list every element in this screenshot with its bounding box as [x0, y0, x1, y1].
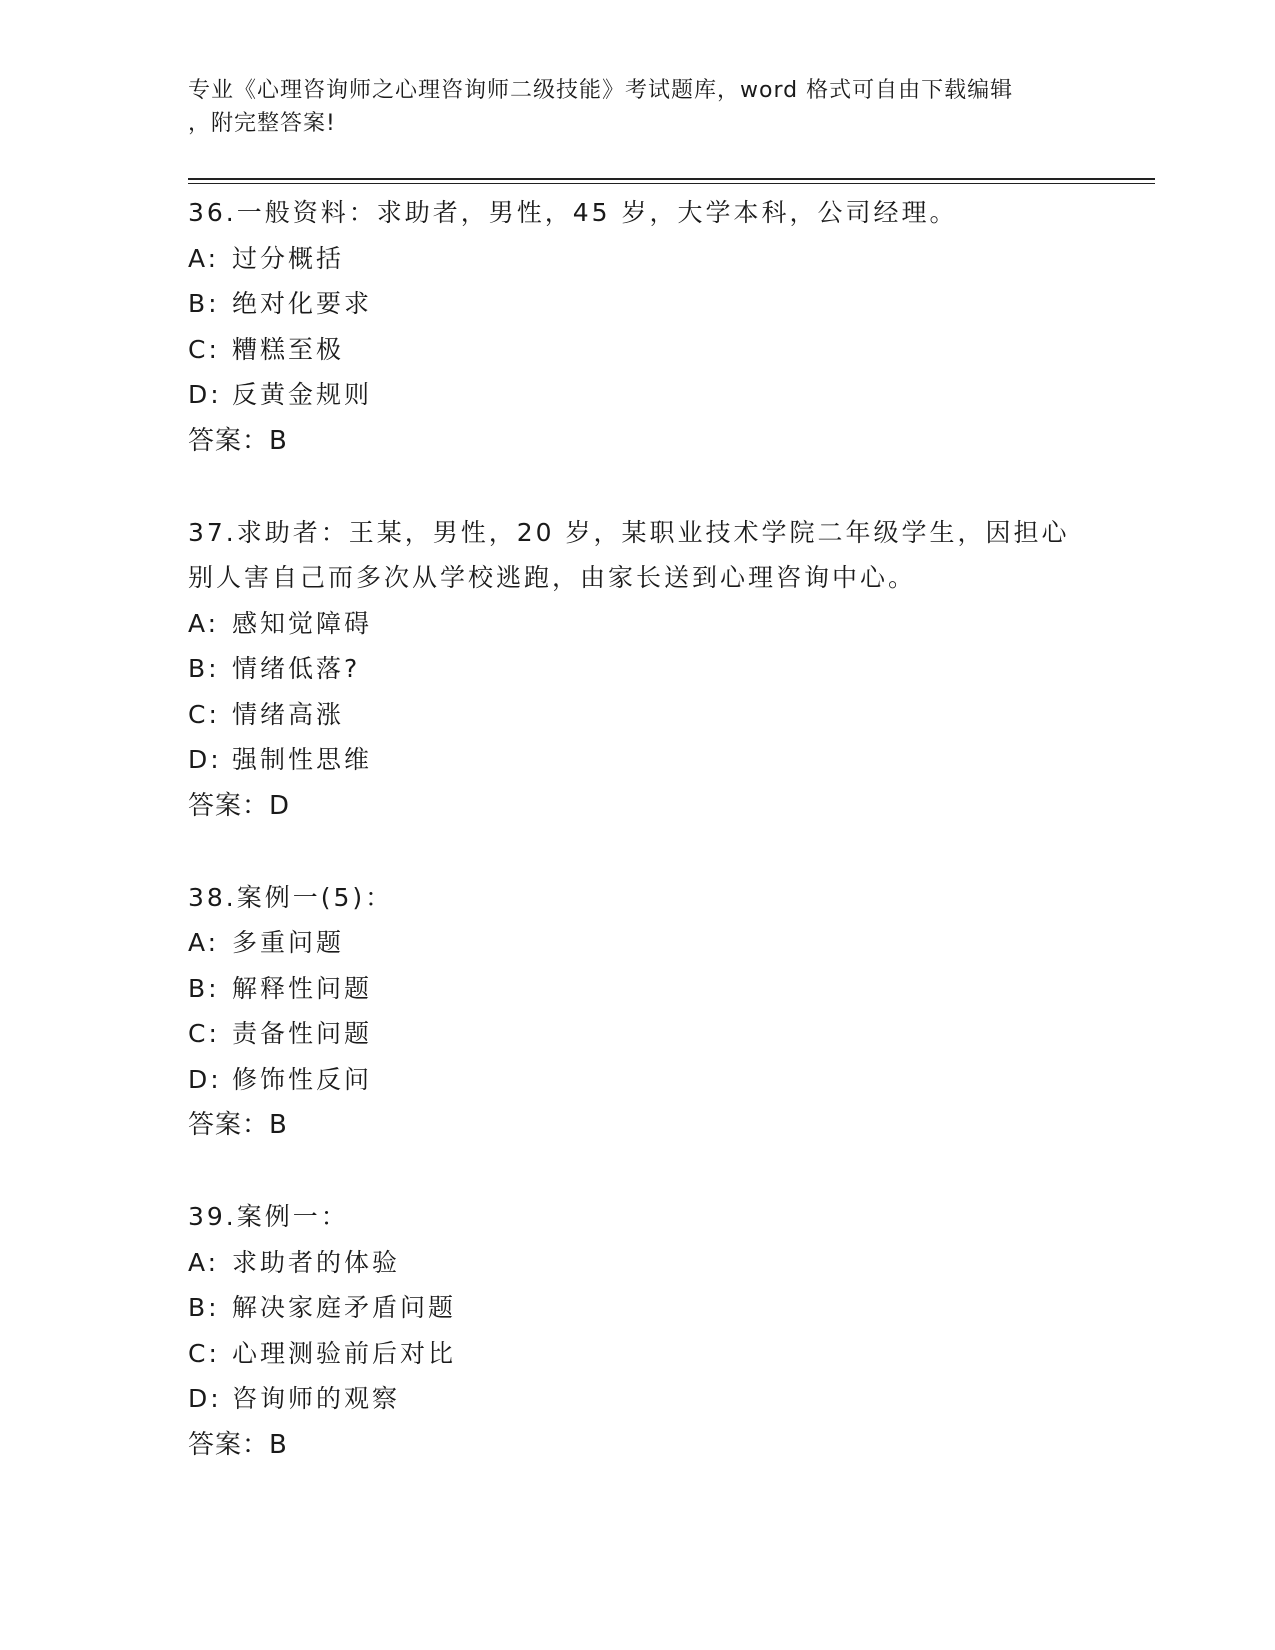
option-key: C: — [188, 1338, 220, 1368]
answer-line: 答案：B — [188, 1110, 288, 1140]
option-d — [188, 1376, 1088, 1422]
question-list — [188, 188, 1088, 1512]
option-key: D: — [188, 745, 222, 774]
option-b — [188, 646, 1088, 692]
option-a — [188, 1240, 1088, 1286]
question-stem-line: 38.案例一(5)： — [188, 882, 394, 912]
option-b — [188, 281, 1088, 327]
document-header — [188, 74, 1088, 140]
option-key: D: — [188, 1064, 222, 1094]
option-b — [188, 966, 1088, 1012]
option-text: 情绪高涨 — [232, 699, 345, 729]
question-stem — [188, 1192, 1088, 1240]
option-c — [188, 327, 1088, 373]
option-key: B: — [188, 289, 220, 318]
option-key: C: — [188, 699, 220, 729]
header-divider-thick — [188, 178, 1155, 180]
option-text: 绝对化要求 — [232, 289, 373, 318]
question-36 — [188, 188, 1088, 464]
question-stem — [188, 873, 1088, 921]
option-text: 情绪低落? — [232, 654, 361, 683]
option-key: D: — [188, 380, 222, 409]
question-stem — [188, 188, 1088, 236]
option-text: 求助者的体验 — [232, 1247, 401, 1277]
question-stem-line: 37.求助者：王某，男性，20 岁，某职业技术学院二年级学生，因担心 — [188, 517, 1070, 547]
question-37 — [188, 508, 1088, 829]
option-key: A: — [188, 243, 220, 273]
answer-line: 答案：B — [188, 1429, 288, 1460]
option-text: 心理测验前后对比 — [232, 1338, 457, 1368]
option-key: C: — [188, 334, 220, 364]
option-text: 责备性问题 — [232, 1019, 373, 1048]
header-line-1: 专业《心理咨询师之心理咨询师二级技能》考试题库，word 格式可自由下载编辑 — [188, 78, 1014, 103]
option-c — [188, 692, 1088, 738]
question-stem — [188, 508, 1088, 601]
option-text: 强制性思维 — [232, 745, 373, 774]
question-stem-line: 别人害自己而多次从学校逃跑，由家长送到心理咨询中心。 — [188, 563, 917, 592]
option-key: A: — [188, 1247, 220, 1277]
option-text: 过分概括 — [232, 243, 345, 273]
option-d — [188, 372, 1088, 418]
option-text: 解决家庭矛盾问题 — [232, 1293, 457, 1322]
question-38 — [188, 873, 1088, 1149]
option-key: B: — [188, 973, 220, 1003]
answer-line: 答案：B — [188, 425, 288, 456]
option-d — [188, 737, 1088, 783]
option-key: D: — [188, 1384, 222, 1413]
option-a — [188, 236, 1088, 282]
option-text: 咨询师的观察 — [232, 1384, 401, 1413]
option-text: 糟糕至极 — [232, 334, 345, 364]
option-a — [188, 920, 1088, 966]
answer-line: 答案：D — [188, 790, 291, 821]
option-text: 反黄金规则 — [232, 380, 373, 409]
question-39 — [188, 1192, 1088, 1468]
option-text: 感知觉障碍 — [232, 608, 373, 638]
option-c — [188, 1011, 1088, 1057]
option-d — [188, 1057, 1088, 1103]
header-line-2: ，附完整答案! — [188, 111, 336, 136]
question-stem-line: 36.一般资料：求助者，男性，45 岁，大学本科，公司经理。 — [188, 198, 958, 227]
option-key: B: — [188, 1293, 220, 1322]
option-c — [188, 1331, 1088, 1377]
header-divider-thin — [188, 183, 1155, 184]
option-text: 修饰性反问 — [232, 1064, 373, 1094]
option-text: 解释性问题 — [232, 973, 373, 1003]
option-a — [188, 601, 1088, 647]
question-stem-line: 39.案例一： — [188, 1202, 349, 1231]
option-b — [188, 1285, 1088, 1331]
option-key: B: — [188, 654, 220, 683]
option-key: A: — [188, 928, 220, 957]
option-text: 多重问题 — [232, 928, 345, 957]
option-key: C: — [188, 1019, 220, 1048]
option-key: A: — [188, 608, 220, 638]
